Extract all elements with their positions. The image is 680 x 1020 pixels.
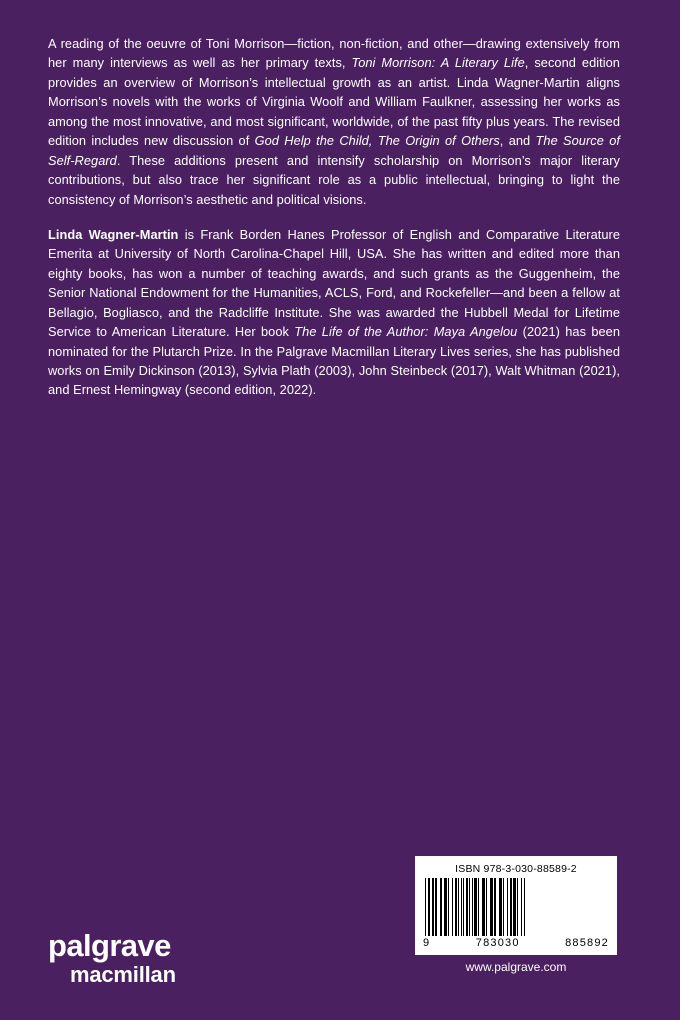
text-run: , and [499,133,536,149]
text-run: Linda Wagner-Martin [48,226,179,242]
text-run: God Help the Child, The Origin of Others [254,133,500,149]
author-biography [48,225,620,400]
text-run: Toni Morrison: A Literary Life [351,55,525,71]
text-run: . These additions present and intensify scholarship on Morrison’s major literary contributions, but also trace her significant role as a public intellectual, bringing to light the consistency of Morrison’s aesthetic and political visions. [48,152,620,207]
publisher-url[interactable]: www.palgrave.com [415,955,617,980]
publisher-logo-primary: palgrave [48,927,171,963]
publisher-logo [48,927,176,987]
text-run: The Source of Self-Regard [48,133,620,168]
barcode-digit-left: 9 [423,937,431,949]
blurb-section [48,34,620,414]
publisher-logo-secondary: macmillan [70,961,176,987]
text-run: The Life of the Author: Maya Angelou [294,324,518,340]
barcode-digit-right: 885892 [565,937,609,949]
text-run: A reading of the oeuvre of Toni Morrison—fiction, non-fiction, and other—drawing extensively from her many interviews as well as her primary texts, [48,36,620,71]
barcode-bar [524,878,525,936]
text-run: , second edition provides an overview of Morrison’s intellectual growth as an artist. Linda Wagner-Martin aligns Morrison’s novels with the works of Virginia Woolf and William Faulkner, assessing her works as among the most innovative, and most significant, worldwide, of the past fifty plus years. The revised edition includes new discussion of [48,55,620,149]
barcode-bars [425,878,607,936]
barcode-digit-mid: 783030 [475,937,520,949]
text-run: (2021) has been nominated for the Plutarch Prize. In the Palgrave Macmillan Literary Lives series, she has published works on Emily Dickinson (2013), Sylvia Plath (2003), John Steinbeck (2017), Walt Whitman (2021), and Ernest Hemingway (second edition, 2022). [48,324,621,398]
barcode-digits [415,936,617,953]
isbn-label: ISBN 978-3-030-88589-2 [455,863,577,875]
barcode-block [415,856,617,980]
text-run: is Frank Borden Hanes Professor of English and Comparative Literature Emerita at University of North Carolina-Chapel Hill, USA. She has written and edited more than eighty books, has won a number of teaching awards, and such grants as the Guggenheim, the Senior National Endowment for the Humanities, ACLS, Ford, and Rockefeller—and been a fellow at Bellagio, Bogliasco, and the Radcliffe Institute. She was awarded the Hubbell Medal for Lifetime Service to American Literature. Her book [48,226,621,340]
book-description [48,34,620,209]
